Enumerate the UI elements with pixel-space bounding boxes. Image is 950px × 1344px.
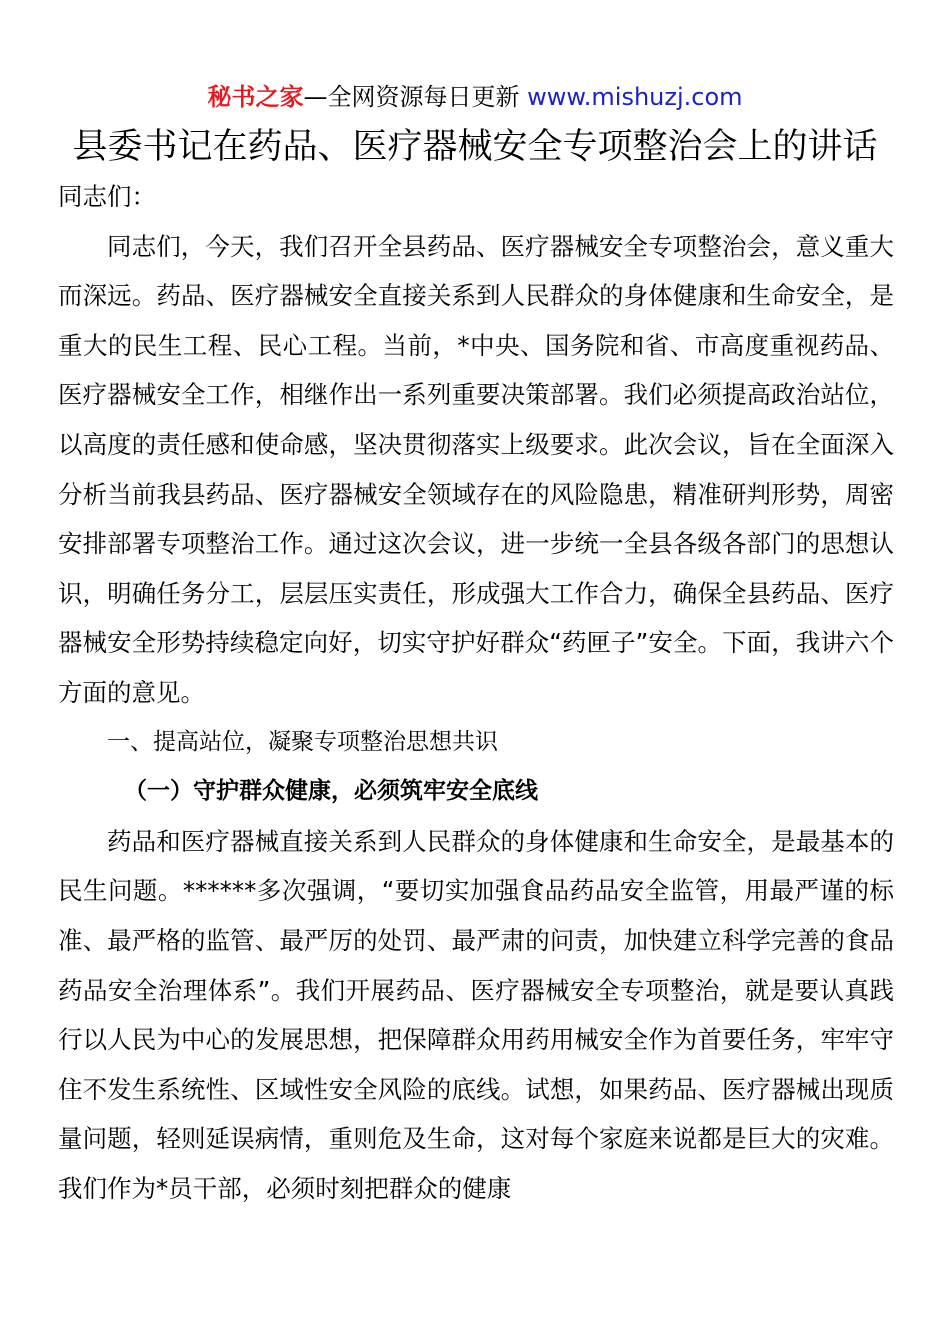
greeting: 同志们： [58, 182, 156, 211]
document-title: 县委书记在药品、医疗器械安全专项整治会上的讲话 [72, 127, 878, 167]
paragraph-subsection-1-1: 药品和医疗器械直接关系到人民群众的身体健康和生命安全，是最基本的民生问题。******多次强调，“要切实加强食品药品安全监管，用最严谨的标准、最严格的监管、最严厉的处罚、最严肃的问责，加快建立科学完善的食品药品安全治理体系”。我们开展药品、医疗器械安全专项整治，就是要认真践行以人民为中心的发展思想，把保障群众用药用械安全作为首要任务，牢牢守住不发生系统性、区域性安全风险的底线。试想，如果药品、医疗器械出现质量问题，轻则延误病情，重则危及生命，这对每个家庭来说都是巨大的灾难。我们作为*员干部，必须时刻把群众的健康 [58, 826, 894, 1203]
document-body [58, 172, 894, 1213]
brand-name: 秘书之家 [207, 83, 304, 111]
paragraph-intro: 同志们，今天，我们召开全县药品、医疗器械安全专项整治会，意义重大而深远。药品、医疗器械安全直接关系到人民群众的身体健康和生命安全，是重大的民生工程、民心工程。当前，*中央、国务院和省、市高度重视药品、医疗器械安全工作，相继作出一系列重要决策部署。我们必须提高政治站位，以高度的责任感和使命感，坚决贯彻落实上级要求。此次会议，旨在全面深入分析当前我县药品、医疗器械安全领域存在的风险隐患，精准研判形势，周密安排部署专项整治工作。通过这次会议，进一步统一全县各级各部门的思想认识，明确任务分工，层层压实责任，形成强大工作合力，确保全县药品、医疗器械安全形势持续稳定向好，切实守护好群众“药匣子”安全。下面，我讲六个方面的意见。 [58, 231, 894, 707]
site-banner [0, 80, 950, 114]
banner-tagline: —全网资源每日更新 [303, 83, 520, 111]
site-url-link[interactable]: www.mishuzj.com [527, 83, 743, 111]
subsection-heading-1-1: （一）守护群众健康，必须筑牢安全底线 [124, 778, 538, 805]
section-heading-1: 一、提高站位，凝聚专项整治思想共识 [107, 728, 498, 755]
